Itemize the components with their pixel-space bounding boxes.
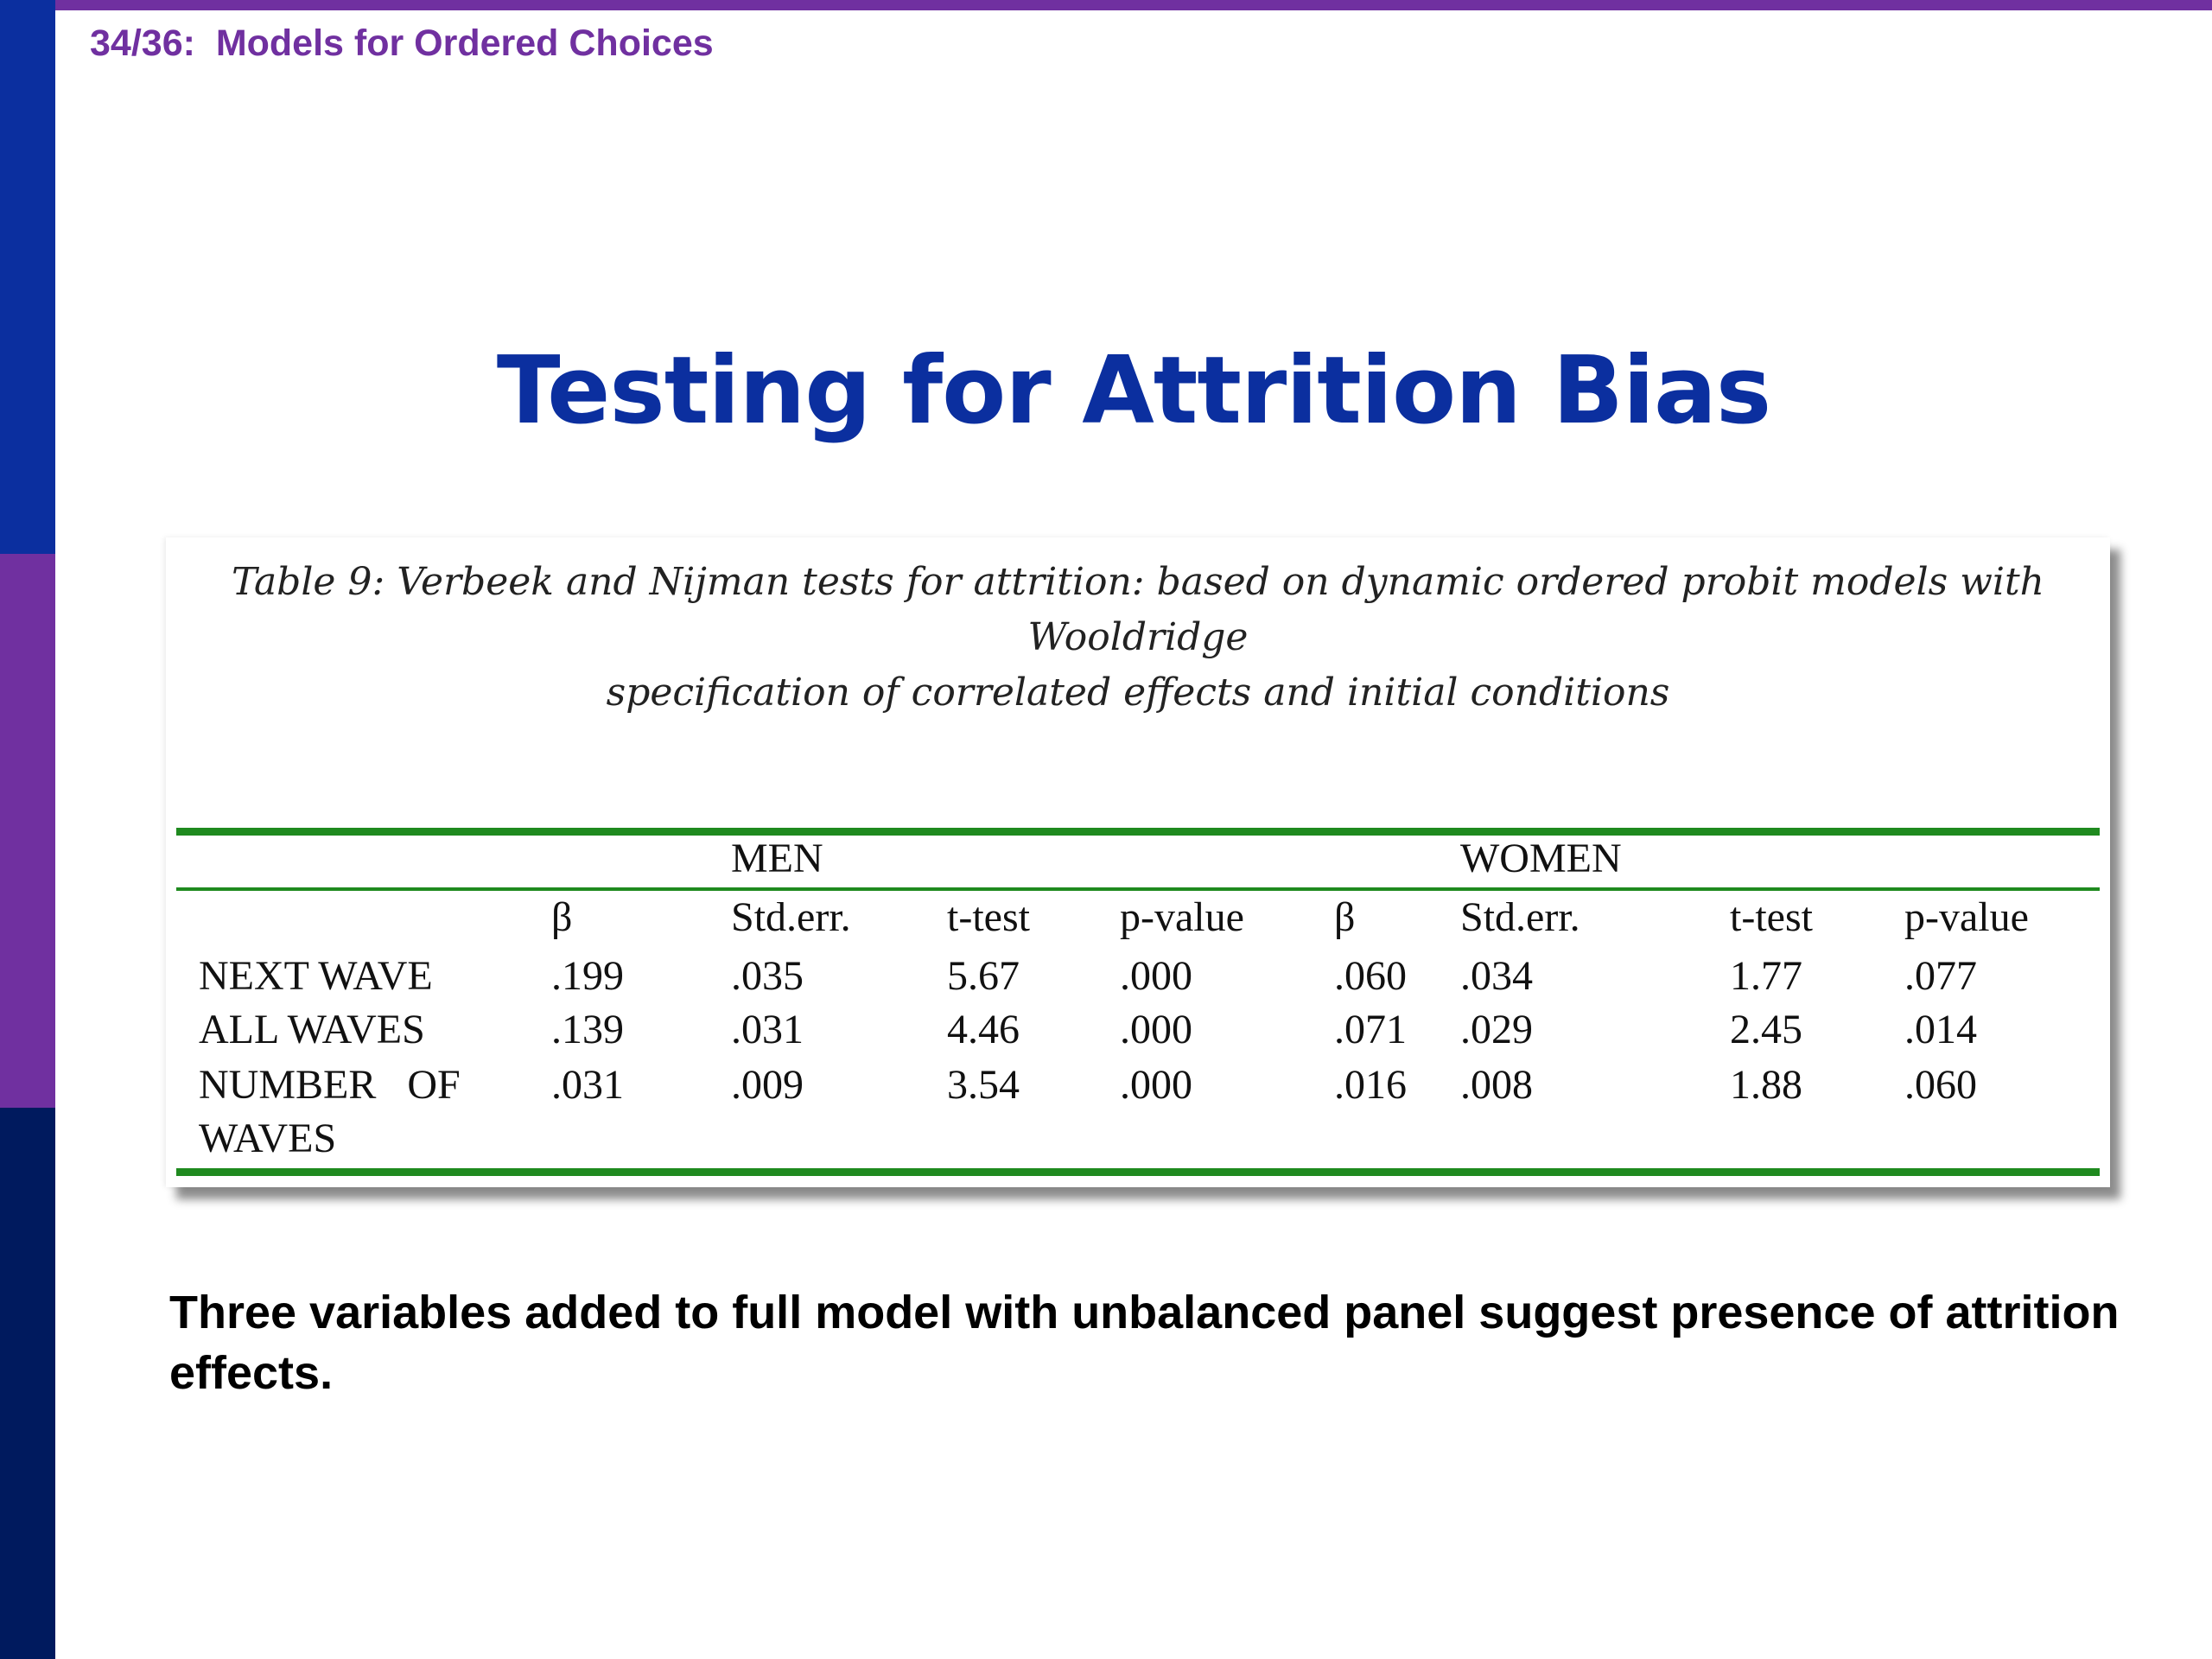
table-cell: .016	[1334, 1062, 1407, 1108]
row-label-continuation: WAVES	[199, 1116, 337, 1161]
table-cell: .000	[1120, 1007, 1192, 1052]
row-label: NEXT WAVE	[199, 953, 433, 999]
col-header-men-beta: β	[551, 894, 573, 940]
table-rule-bottom	[176, 1168, 2100, 1176]
side-bar-blue	[0, 0, 55, 554]
table-cell: .014	[1904, 1007, 1977, 1052]
col-header-men-pvalue: p-value	[1120, 894, 1244, 940]
col-header-women-pvalue: p-value	[1904, 894, 2029, 940]
side-bar-navy	[0, 1108, 55, 1659]
table-caption	[218, 555, 2058, 721]
table-cell: .009	[731, 1062, 804, 1108]
footnote-text: Three variables added to full model with unbalanced panel suggest presence of attrition effects.	[169, 1287, 2120, 1399]
row-label: NUMBER OF	[199, 1062, 461, 1108]
table-cell: .031	[551, 1062, 624, 1108]
table-cell: 1.77	[1730, 953, 1802, 999]
table-cell: .071	[1334, 1007, 1407, 1052]
table-cell: 4.46	[947, 1007, 1020, 1052]
table-cell: .139	[551, 1007, 624, 1052]
table-cell: .060	[1334, 953, 1407, 999]
col-header-women-ttest: t-test	[1730, 894, 1813, 940]
caption-line-2: specification of correlated effects and initial conditions	[606, 671, 1670, 715]
table-cell: .000	[1120, 953, 1192, 999]
col-header-men-stderr: Std.err.	[731, 894, 851, 940]
table-cell: .199	[551, 953, 624, 999]
table-cell: 5.67	[947, 953, 1020, 999]
col-header-men-ttest: t-test	[947, 894, 1030, 940]
table-cell: .008	[1460, 1062, 1533, 1108]
table-cell: .031	[731, 1007, 804, 1052]
table-cell: 1.88	[1730, 1062, 1802, 1108]
table-cell: .077	[1904, 953, 1977, 999]
group-header-women: WOMEN	[1460, 836, 1622, 881]
table-cell: .035	[731, 953, 804, 999]
table-cell: .029	[1460, 1007, 1533, 1052]
table-cell: 2.45	[1730, 1007, 1802, 1052]
caption-line-1: Table 9: Verbeek and Nijman tests for attrition: based on dynamic ordered probit models with Wooldridge	[232, 560, 2044, 659]
group-header-men: MEN	[731, 836, 823, 881]
top-bar	[55, 0, 2212, 10]
side-bar-purple	[0, 554, 55, 1108]
col-header-women-beta: β	[1334, 894, 1356, 940]
slide-number: 34/36: Models for Ordered Choices	[90, 22, 714, 64]
table-rule-mid	[176, 887, 2100, 891]
table-rule-top	[176, 828, 2100, 836]
table-figure	[166, 537, 2110, 1187]
table-cell: .034	[1460, 953, 1533, 999]
table-cell: .000	[1120, 1062, 1192, 1108]
table-cell: 3.54	[947, 1062, 1020, 1108]
row-label: ALL WAVES	[199, 1007, 425, 1052]
table-cell: .060	[1904, 1062, 1977, 1108]
col-header-women-stderr: Std.err.	[1460, 894, 1580, 940]
slide-title: Testing for Attrition Bias	[496, 337, 1771, 445]
